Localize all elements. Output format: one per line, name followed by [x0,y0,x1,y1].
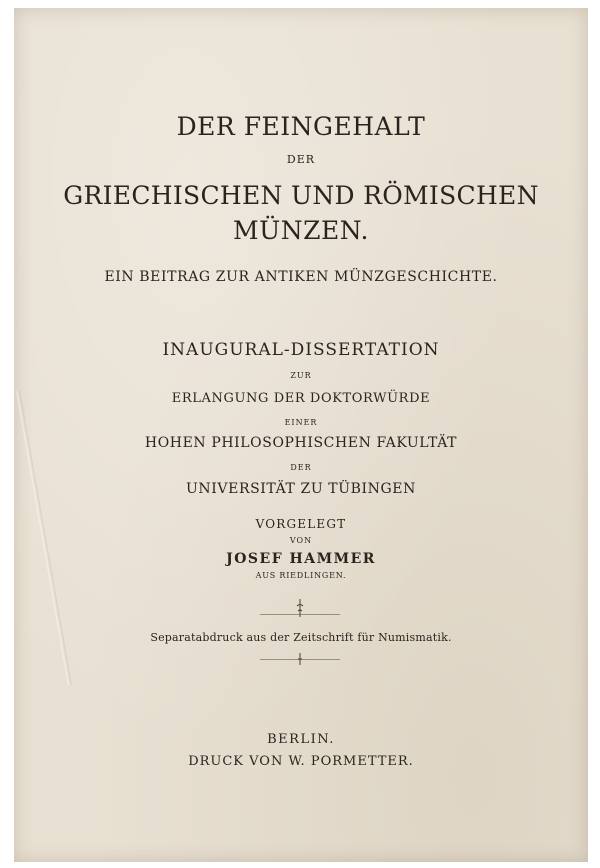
connector-zur: ZUR [290,371,312,380]
title-line-1: DER FEINGEHALT [176,112,426,141]
reprint-note: Separatabdruck aus der Zeitschrift für Numismatik. [150,631,452,644]
divider-rule [260,614,340,615]
university-name: UNIVERSITÄT ZU TÜBINGEN [186,481,416,497]
title-connector: DER [286,153,316,166]
title-line-3: MÜNZEN. [233,216,369,245]
title-page [14,8,588,862]
ornament-icon [296,598,304,618]
dissertation-purpose: ERLANGUNG DER DOKTORWÜRDE [171,391,431,406]
faculty-name: HOHEN PHILOSOPHISCHEN FAKULTÄT [144,435,458,451]
imprint-city: BERLIN. [267,732,335,747]
vorgelegt-label: VORGELEGT [255,517,347,531]
von-label: VON [289,536,313,545]
dissertation-heading: INAUGURAL-DISSERTATION [162,340,440,360]
ornament-icon [296,649,304,669]
connector-der: DER [290,463,312,472]
author-origin: AUS RIEDLINGEN. [255,571,347,580]
connector-einer: EINER [284,418,318,427]
imprint-printer: DRUCK VON W. PORMETTER. [188,754,414,769]
subtitle: EIN BEITRAG ZUR ANTIKEN MÜNZGESCHICHTE. [104,269,498,285]
author-name: JOSEF HAMMER [226,551,376,567]
title-line-2: GRIECHISCHEN UND RÖMISCHEN [63,181,539,210]
